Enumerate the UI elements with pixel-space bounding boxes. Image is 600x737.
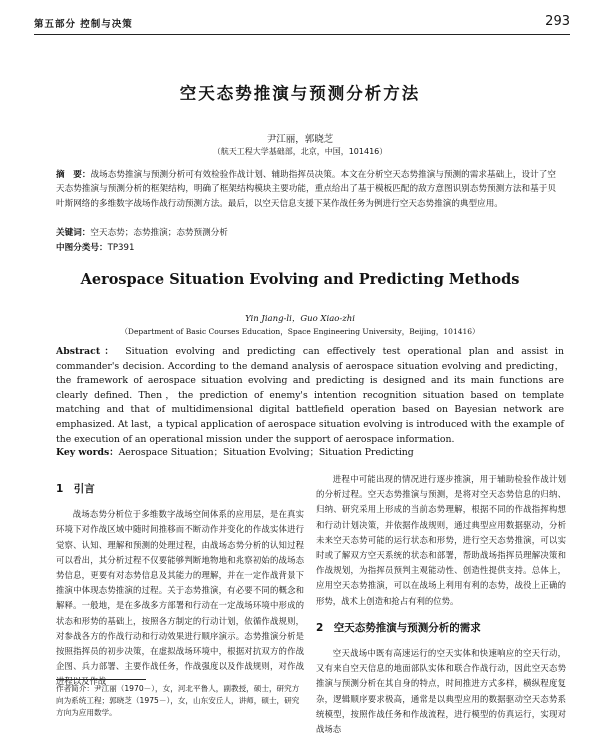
right-column-paragraph: 进程中可能出现的情况进行逐步推演，用于辅助检验作战计划的分析过程。空天态势推演与预测，是将对空天态势信息的归纳、归纳、研究采用上形成的当前态势理解，根据不同的作战指挥构想和行动计划决策，并依据作战规则，通过典型应用数据驱动，分析未来空天态势可能的运行状态和形势，进行空天态势推演，可以实时或了解双方空天系统的状态和部署，帮助战场指挥员理解决策和作战规划，为指挥员预判主观能动性、创造性提供支持。总体上，应用空天态势推演，可以在战场上利用有利的态势，战役上正确的形势，战术上创造和抢占有利的位势。: [316, 474, 566, 606]
abstract-cn-text: 战场态势推演与预测分析可有效检验作战计划、辅助指挥员决策。本文在分析空天态势推演与预测的需求基础上，设计了空天态势推演与预测分析的框架结构，明确了框架结构模块主要功能，重点给出了基于模板匹配的敌方意图识别态势预测方法和基于贝叶斯网络的多维数字战场作战行动预测方法。最后，以空天信息支援下某作战任务为例进行空天态势推演的典型应用。: [56, 170, 556, 209]
abstract-cn: [56, 168, 556, 211]
right-column: [316, 472, 566, 737]
running-head: 第五部分 控制与决策: [34, 19, 133, 30]
left-column: [56, 472, 304, 690]
section-1-paragraph: 战场态势分析位于多维数字战场空间体系的应用层，是在真实环境下对作战区域中随时间推移而不断动作并变化的作战实体进行觉察、认知、理解和预测的处理过程，由战场态势分析的认知过程可以看出，其分析过程不仅要能够判断地物地和兆察初始的战场态势信息，更要有对态势信息及其能力的理解，并在一定作战背景下推演中体现态势推演的过程。关于态势推演，有必要不同的概念和解释。一般地，是在多战多方部署和行动在一定战场环境中形成的状态和形势的基础上，按照各方制定的行动计划，依循作战规则，对参战各方的作战行动和行动效果进行顺序演示。态势推演分析是按照指挥员的初步决策，在虚拟战场环境中，根据对抗双方的作战企图、兵力部署、主要作战任务，作战强度以及作战规则，对作战进程以及作战: [56, 509, 304, 687]
keywords-cn-text: 空天态势；态势推演；态势预测分析: [90, 228, 228, 238]
section-1-heading: 1 引言: [56, 483, 95, 495]
page-header: [34, 14, 570, 35]
keywords-en: [56, 444, 564, 458]
authors-cn: 尹江丽，郭晓芝: [266, 134, 334, 145]
clc-number-cn: [56, 241, 556, 253]
clc-cn-label: 中图分类号：: [56, 243, 108, 253]
page-number: 293: [545, 14, 570, 29]
clc-cn-text: TP391: [107, 243, 135, 253]
abstract-en-text: Situation evolving and predicting can effectively test operational plan and assist in commander's decision. According to the demand analysis of aerospace situation evolving and predicting，the framework of aerospace situation evolving and predicting is designed and its main functions are clearly defined. Then，the prediction of enemy's intention recognition situation based on template matching and that of multidimensional digital battlefield operation based on Bayesian network are emphasized. At last，a typical application of aerospace situation evolving is introduced with the example of the execution of an operational mission under the support of aerospace information.: [56, 346, 564, 445]
affiliation-en: （Department of Basic Courses Education，Space Engineering University，Beijing，101416）: [120, 327, 480, 336]
abstract-cn-label: 摘 要：: [56, 170, 91, 180]
keywords-en-label: Key words：: [56, 447, 119, 458]
keywords-cn: [56, 226, 556, 238]
section-2-paragraph: 空天战场中既有高速运行的空天实体和快速响应的空天行动，又有来自空天信息的地面部队实体和联合作战行动，因此空天态势推演与预测分析在其自身的特点，时间推进方式多样，横纵程度复杂，逻辑顺序要求极高，通常是以典型应用的数据驱动空天态势系统模型，按照作战任务和作战流程，进行模型的仿真运行，实现对战场态: [316, 648, 566, 735]
author-footnote: 作者简介：尹江丽（1970－），女，河北平鲁人，副教授，硕士，研究方向为系统工程；郭晓芝（1975－），女，山东安丘人，讲师，硕士，研究方向为应用数学。: [56, 684, 300, 717]
keywords-cn-label: 关键词：: [56, 228, 91, 238]
abstract-en: [56, 345, 564, 447]
section-2-heading: 2 空天态势推演与预测分析的需求: [316, 621, 481, 634]
affiliation-cn: （航天工程大学基础部，北京，中国，101416）: [212, 147, 388, 156]
abstract-en-label: Abstract：: [56, 346, 119, 357]
paper-title-en: Aerospace Situation Evolving and Predicting Methods: [80, 271, 520, 288]
authors-en: Yin Jiang-li，Guo Xiao-zhi: [245, 314, 355, 324]
footnote-divider: [56, 679, 146, 680]
keywords-en-text: Aerospace Situation；Situation Evolving；Situation Predicting: [118, 447, 414, 458]
paper-title-cn: 空天态势推演与预测分析方法: [179, 84, 421, 103]
